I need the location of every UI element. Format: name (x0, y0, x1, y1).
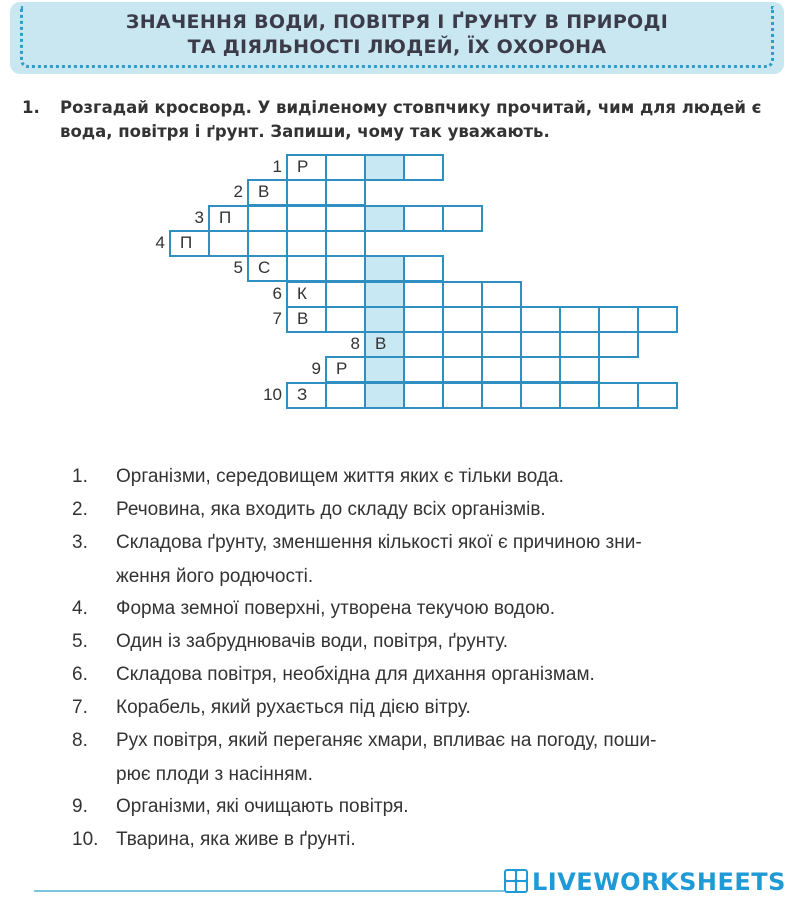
crossword-cell[interactable] (559, 382, 600, 409)
crossword-cell[interactable]: В (364, 331, 405, 358)
crossword-cell[interactable] (403, 356, 444, 383)
crossword-cell[interactable] (598, 382, 639, 409)
crossword-cell[interactable] (286, 179, 327, 206)
divider (34, 890, 504, 892)
crossword-cell[interactable] (364, 255, 405, 282)
crossword-cell[interactable] (481, 331, 522, 358)
crossword-cell[interactable] (403, 331, 444, 358)
clue-text: Форма земної поверхні, утворена текучою водою. (116, 598, 556, 619)
crossword-row-number: 4 (155, 232, 165, 252)
crossword-cell[interactable]: В (247, 179, 288, 206)
watermark (504, 867, 786, 897)
crossword-row-number: 6 (272, 283, 282, 303)
crossword-cell[interactable] (481, 306, 522, 333)
crossword-cell[interactable] (325, 306, 366, 333)
crossword-cell[interactable]: П (208, 205, 249, 232)
crossword-cell[interactable] (520, 306, 561, 333)
crossword-cell[interactable] (364, 281, 405, 308)
clue-number: 8. (72, 730, 88, 751)
clue-text-continued: рює плоди з насінням. (116, 764, 313, 785)
crossword-cell[interactable] (442, 356, 483, 383)
watermark-text: LIVEWORKSHEETS (532, 868, 786, 896)
crossword-cell[interactable] (364, 356, 405, 383)
task-number: 1. (22, 98, 40, 117)
clue-number: 4. (72, 598, 88, 619)
crossword-cell[interactable] (403, 205, 444, 232)
crossword-cell[interactable] (403, 382, 444, 409)
clue-text: Тварина, яка живе в ґрунті. (116, 829, 356, 850)
crossword-cell[interactable] (559, 356, 600, 383)
clue-text: Організми, які очищають повітря. (116, 796, 409, 817)
crossword-cell[interactable]: З (286, 382, 327, 409)
crossword-cell[interactable] (286, 230, 327, 257)
clue-text: Рух повітря, який переганяє хмари, впливає на погоду, поши- (116, 730, 657, 751)
liveworksheets-logo-icon (504, 869, 528, 893)
crossword-cell[interactable]: С (247, 255, 288, 282)
title-banner (10, 2, 784, 74)
crossword-cell[interactable] (559, 306, 600, 333)
crossword-cell[interactable] (598, 306, 639, 333)
crossword-row-number: 3 (194, 207, 204, 227)
crossword-cell[interactable] (247, 230, 288, 257)
crossword-cell[interactable]: Р (286, 154, 327, 181)
crossword-cell[interactable] (247, 205, 288, 232)
crossword-cell[interactable] (442, 306, 483, 333)
page-title-line-2: ТА ДІЯЛЬНОСТІ ЛЮДЕЙ, ЇХ ОХОРОНА (187, 36, 607, 58)
crossword-cell[interactable] (325, 154, 366, 181)
crossword-cell[interactable] (286, 205, 327, 232)
crossword-row-number: 5 (233, 258, 243, 278)
crossword-cell[interactable] (325, 205, 366, 232)
crossword-row-number: 7 (272, 308, 282, 328)
crossword-cell[interactable]: Р (325, 356, 366, 383)
crossword-cell[interactable] (442, 281, 483, 308)
crossword-cell[interactable] (325, 255, 366, 282)
crossword-cell[interactable] (481, 281, 522, 308)
crossword-row-number: 10 (263, 384, 282, 404)
crossword-cell[interactable]: П (169, 230, 210, 257)
clue-text: Складова ґрунту, зменшення кількості якої є причиною зни- (116, 532, 642, 553)
crossword-cell[interactable] (364, 205, 405, 232)
crossword-cell[interactable] (364, 382, 405, 409)
crossword-cell[interactable] (364, 154, 405, 181)
page-title (10, 10, 784, 60)
task-text: Розгадай кросворд. У виділеному стовпчику прочитай, чим для людей є вода, повітря і ґрунт. Запиши, чому так уважають. (60, 98, 762, 141)
clue-number: 6. (72, 664, 88, 685)
clue-number: 7. (72, 697, 88, 718)
crossword-cell[interactable] (325, 382, 366, 409)
crossword-cell[interactable] (559, 331, 600, 358)
clue-number: 9. (72, 796, 88, 817)
crossword-cell[interactable] (208, 230, 249, 257)
clue-text: Речовина, яка входить до складу всіх організмів. (116, 499, 546, 520)
crossword-cell[interactable] (403, 255, 444, 282)
crossword-cell[interactable] (325, 281, 366, 308)
crossword-row-number: 9 (311, 359, 321, 379)
clue-text: Один із забруднювачів води, повітря, ґрунту. (116, 631, 509, 652)
clue-text: Організми, середовищем життя яких є тільки вода. (116, 466, 564, 487)
crossword-cell[interactable] (442, 382, 483, 409)
crossword-row-number: 8 (350, 334, 360, 354)
crossword-cell[interactable] (325, 230, 366, 257)
crossword-cell[interactable] (637, 382, 678, 409)
clue-number: 1. (72, 466, 88, 487)
crossword-cell[interactable] (442, 331, 483, 358)
crossword-row-number: 1 (272, 157, 282, 176)
crossword-cell[interactable] (637, 306, 678, 333)
crossword-cell[interactable] (364, 306, 405, 333)
crossword-row-number: 2 (233, 182, 243, 202)
clue-text-continued: ження його родючості. (116, 566, 314, 587)
crossword-cell[interactable] (403, 306, 444, 333)
crossword-cell[interactable] (520, 356, 561, 383)
crossword-cell[interactable] (403, 281, 444, 308)
crossword-cell[interactable] (286, 255, 327, 282)
crossword-cell[interactable] (481, 382, 522, 409)
clue-text: Корабель, який рухається під дією вітру. (116, 697, 471, 718)
crossword-cell[interactable] (481, 356, 522, 383)
crossword-cell[interactable]: К (286, 281, 327, 308)
clue-number: 2. (72, 499, 88, 520)
clue-number: 3. (72, 532, 88, 553)
crossword-cell[interactable] (598, 331, 639, 358)
crossword-cell[interactable] (520, 331, 561, 358)
clue-number: 10. (72, 829, 99, 850)
page-title-line-1: ЗНАЧЕННЯ ВОДИ, ПОВІТРЯ І ҐРУНТУ В ПРИРОДІ (125, 11, 669, 33)
clue-number: 5. (72, 631, 88, 652)
crossword-cell[interactable]: В (286, 306, 327, 333)
crossword-cell[interactable] (403, 154, 444, 181)
crossword-cell[interactable] (442, 205, 483, 232)
crossword-cell[interactable] (325, 179, 366, 206)
clue-text: Складова повітря, необхідна для дихання організмам. (116, 664, 595, 685)
crossword-cell[interactable] (520, 382, 561, 409)
